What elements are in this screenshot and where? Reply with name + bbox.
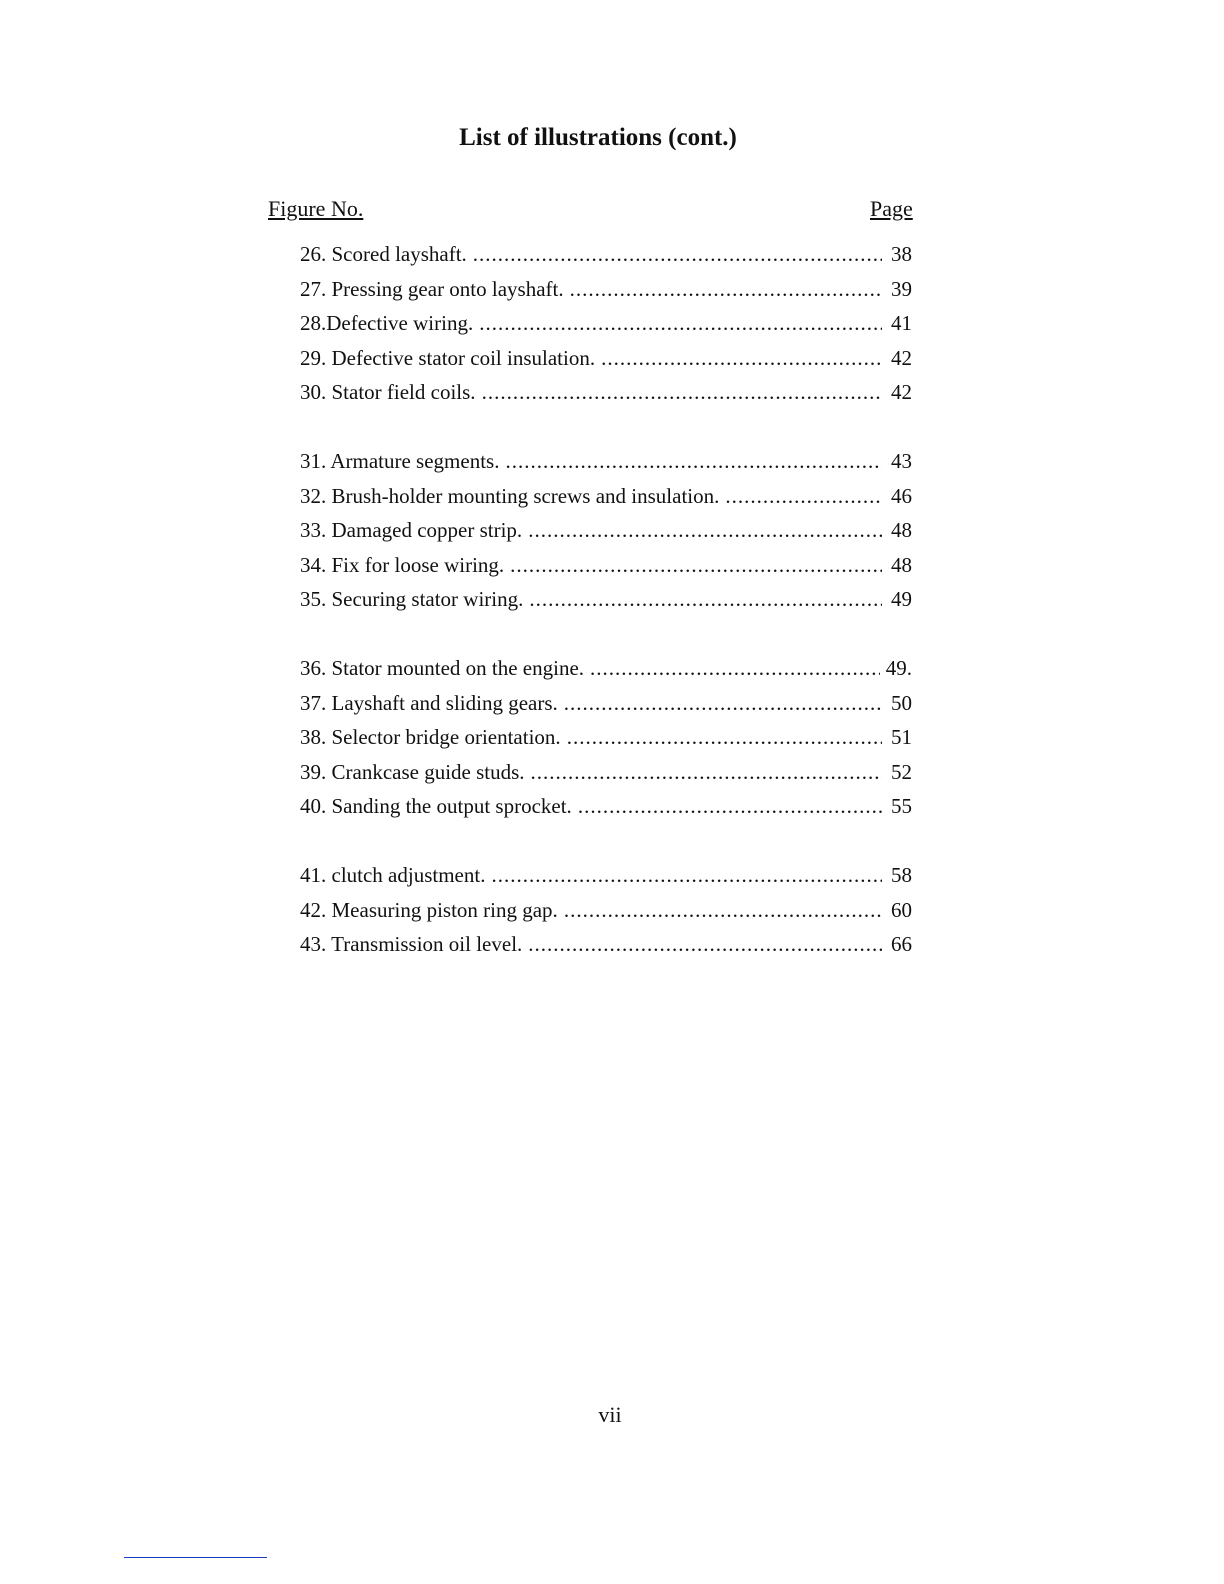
illustration-entry-31 [300,449,912,484]
dot-leader [564,691,882,716]
illustration-group-41-43 [300,863,912,967]
illustration-entry-33 [300,518,912,553]
dot-leader [567,725,882,750]
footnote-separator [124,1557,267,1558]
page-title: List of illustrations (cont.) [459,124,737,151]
entry-label: 30. Stator field coils. [300,380,476,405]
illustration-group-31-35 [300,449,912,622]
entry-label: 37. Layshaft and sliding gears. [300,690,558,715]
dot-leader [531,760,882,785]
dot-leader [528,518,882,543]
dot-leader [473,242,882,267]
illustration-entry-43 [300,932,912,967]
entry-page: 42 [891,380,912,405]
illustration-entry-30 [300,380,912,415]
illustration-entry-42 [300,898,912,933]
entry-page: 46 [891,483,912,508]
illustration-entry-34 [300,553,912,588]
entry-page: 52 [891,759,912,784]
dot-leader [590,656,880,681]
entry-label: 36. Stator mounted on the engine. [300,655,585,680]
dot-leader [479,311,882,336]
entry-page: 48 [891,552,912,577]
entry-label: 39. Crankcase guide studs. [300,759,525,784]
dot-leader [491,863,882,888]
entry-label: 43. Transmission oil level. [300,932,523,957]
entry-page: 38 [891,242,912,266]
page-column-header: Page [870,196,913,221]
entry-page: 43 [891,448,912,473]
entry-page: 49 [891,587,912,612]
entry-page: 66 [891,932,912,957]
illustration-entry-29 [300,346,912,381]
illustration-entry-37 [300,691,912,726]
illustration-entry-35 [300,587,912,622]
illustration-entry-40 [300,794,912,829]
entry-label: 40. Sanding the output sprocket. [300,794,572,819]
entry-label: 41. clutch adjustment. [300,862,486,887]
dot-leader [601,346,882,371]
illustration-entry-28 [300,311,912,346]
entry-label: 31. Armature segments. [300,448,500,473]
entry-page: 49. [885,655,912,680]
dot-leader [529,587,882,612]
illustration-entry-32 [300,484,912,519]
entry-label: 32. Brush-holder mounting screws and insulation. [300,483,720,508]
entry-page: 58 [891,862,912,887]
dot-leader [578,794,882,819]
dot-leader [510,553,882,578]
illustration-entry-39 [300,760,912,795]
dot-leader [564,898,882,923]
dot-leader [505,449,882,474]
entry-page: 60 [891,897,912,922]
illustration-entry-26 [300,242,912,277]
dot-leader [570,277,882,302]
illustration-entry-41 [300,863,912,898]
entry-label: 38. Selector bridge orientation. [300,725,561,750]
illustration-group-26-30 [300,242,912,415]
entry-page: 48 [891,518,912,543]
entry-label: 42. Measuring piston ring gap. [300,897,558,922]
entry-page: 55 [891,794,912,819]
illustration-entry-38 [300,725,912,760]
entry-page: 50 [891,690,912,715]
dot-leader [725,484,882,509]
entry-label: 28.Defective wiring. [300,311,474,336]
entry-label: 27. Pressing gear onto layshaft. [300,276,564,301]
entry-label: 34. Fix for loose wiring. [300,552,505,577]
entry-label: 26. Scored layshaft. [300,242,467,266]
entry-page: 42 [891,345,912,370]
dot-leader [482,380,882,405]
dot-leader [528,932,882,957]
entry-label: 35. Securing stator wiring. [300,587,524,612]
entry-page: 41 [891,311,912,336]
entry-label: 29. Defective stator coil insulation. [300,345,596,370]
illustration-entry-36 [300,656,912,691]
illustrations-list [300,242,912,1001]
entry-page: 39 [891,276,912,301]
entry-label: 33. Damaged copper strip. [300,518,523,543]
figure-number-column-header: Figure No. [268,196,364,221]
entry-page: 51 [891,725,912,750]
illustration-group-36-40 [300,656,912,829]
page-number: vii [598,1402,622,1427]
illustration-entry-27 [300,277,912,312]
